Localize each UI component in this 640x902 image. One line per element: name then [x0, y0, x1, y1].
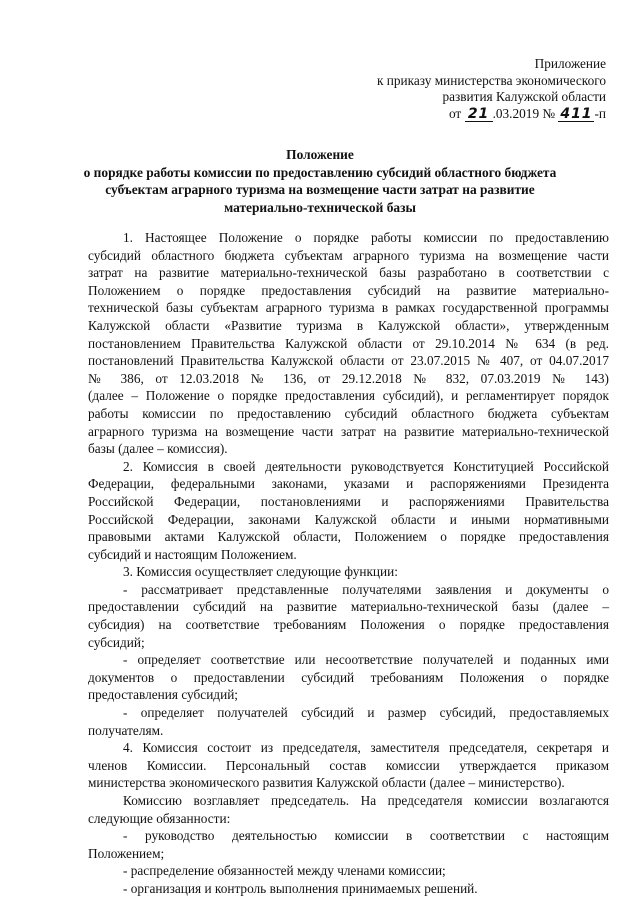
- body-line: постановлений Правительства Калужской области от 23.07.2015 № 407, от 04.07.2017: [88, 353, 609, 369]
- body-line: субсидий областного бюджета субъектам аграрного туризма на возмещение части: [88, 247, 609, 263]
- appendix-label: Приложение: [534, 56, 606, 71]
- body-line: предоставлении субсидий на развитие материально-технической базы (далее –: [88, 599, 609, 615]
- body-line: - распределение обязанностей между членами комиссии;: [123, 863, 446, 879]
- body-line: - определяет соответствие или несоответствие получателей и поданных ими: [123, 652, 609, 668]
- ministry-name: развития Калужской области: [442, 89, 606, 104]
- body-line: Федерации, федеральными законами, указами и распоряжениями Президента: [88, 476, 609, 492]
- body-line: базы (далее – комиссия).: [88, 441, 228, 457]
- body-line: постановлением Правительства Калужской области от 29.10.2014 № 634 (в ред.: [88, 335, 609, 351]
- body-line: Российской Федерации, постановлениями и распоряжениями Правительства: [88, 493, 609, 509]
- body-line: - определяет получателей субсидий и размер субсидий, предоставляемых: [123, 705, 609, 721]
- body-line: 3. Комиссия осуществляет следующие функции:: [123, 564, 398, 580]
- body-line: Российской Федерации, законами Калужской области и иными нормативными: [88, 511, 609, 527]
- body-line: правовыми актами Калужской области, Положением о порядке предоставления: [88, 529, 609, 545]
- body-line: субсидий;: [88, 634, 145, 650]
- order-prefix: от: [448, 105, 462, 121]
- document-title: [60, 146, 580, 216]
- order-month-year: .03.2019 №: [492, 105, 556, 121]
- body-line: 4. Комиссия состоит из председателя, заместителя председателя, секретаря и: [123, 740, 609, 756]
- body-line: Калужской области «Развитие туризма в Калужской области», утвержденным: [88, 317, 609, 333]
- body-line: Комиссию возглавляет председатель. На председателя комиссии возлагаются: [123, 793, 609, 808]
- body-line: (далее – Положение о порядке предоставления субсидий), и регламентирует порядок: [88, 388, 609, 404]
- body-line: Положением;: [88, 845, 165, 861]
- body-line: субсидий и настоящим Положением.: [88, 546, 297, 562]
- body-line: технической базы субъектам аграрного туризма в рамках государственной программы: [88, 300, 609, 316]
- body-line: предоставления субсидий;: [88, 687, 238, 703]
- body-line: работы комиссии по предоставлению субсидий областного бюджета субъектам: [88, 405, 609, 421]
- body-line: - рассматривает представленные получателями заявления и документы о: [123, 581, 609, 597]
- body-line: затрат на развитие материально-технической базы разработано в соответствии с: [88, 265, 609, 281]
- body-line: - руководство деятельностью комиссии в соответствии с настоящим: [123, 828, 609, 844]
- body-line: - организация и контроль выполнения принимаемых решений.: [123, 880, 478, 896]
- document-body: [88, 229, 609, 898]
- body-line: № 386, от 12.03.2018 № 136, от 29.12.2018 № 832, 07.03.2019 № 143): [88, 370, 609, 386]
- appendix-header: [286, 56, 606, 122]
- title-line-4: материально-технической базы: [224, 199, 416, 215]
- handwritten-order-number: 411: [560, 105, 593, 122]
- body-line: получателям.: [88, 722, 164, 738]
- body-line: Положением о порядке предоставления субсидий на развитие материально-: [88, 282, 609, 298]
- body-line: 2. Комиссия в своей деятельности руководствуется Конституцией Российской: [123, 458, 609, 474]
- handwritten-day: 21: [465, 107, 493, 122]
- title-line-1: Положение: [286, 147, 354, 162]
- body-line: министерства экономического развития Калужской области (далее – министерство).: [88, 775, 565, 791]
- body-line: членов Комиссии. Персональный состав комиссии утверждается приказом: [88, 757, 609, 773]
- title-line-3: субъектам аграрного туризма на возмещение части затрат на развитие: [105, 182, 535, 197]
- body-line: следующие обязанности:: [88, 810, 231, 826]
- order-date-number: [286, 106, 606, 123]
- title-line-2: о порядке работы комиссии по предоставлению субсидий областного бюджета: [83, 164, 557, 180]
- order-reference: к приказу министерства экономического: [376, 72, 606, 88]
- order-suffix: -п: [594, 105, 606, 121]
- body-line: аграрного туризма на возмещение части затрат на развитие материально-технической: [88, 423, 609, 439]
- body-line: 1. Настоящее Положение о порядке работы комиссии по предоставлению: [123, 230, 609, 245]
- body-line: документов о предоставлении субсидий требованиям Положения о порядке: [88, 669, 609, 685]
- body-line: субсидия) на соответствие требованиям Положения о порядке предоставления: [88, 617, 609, 633]
